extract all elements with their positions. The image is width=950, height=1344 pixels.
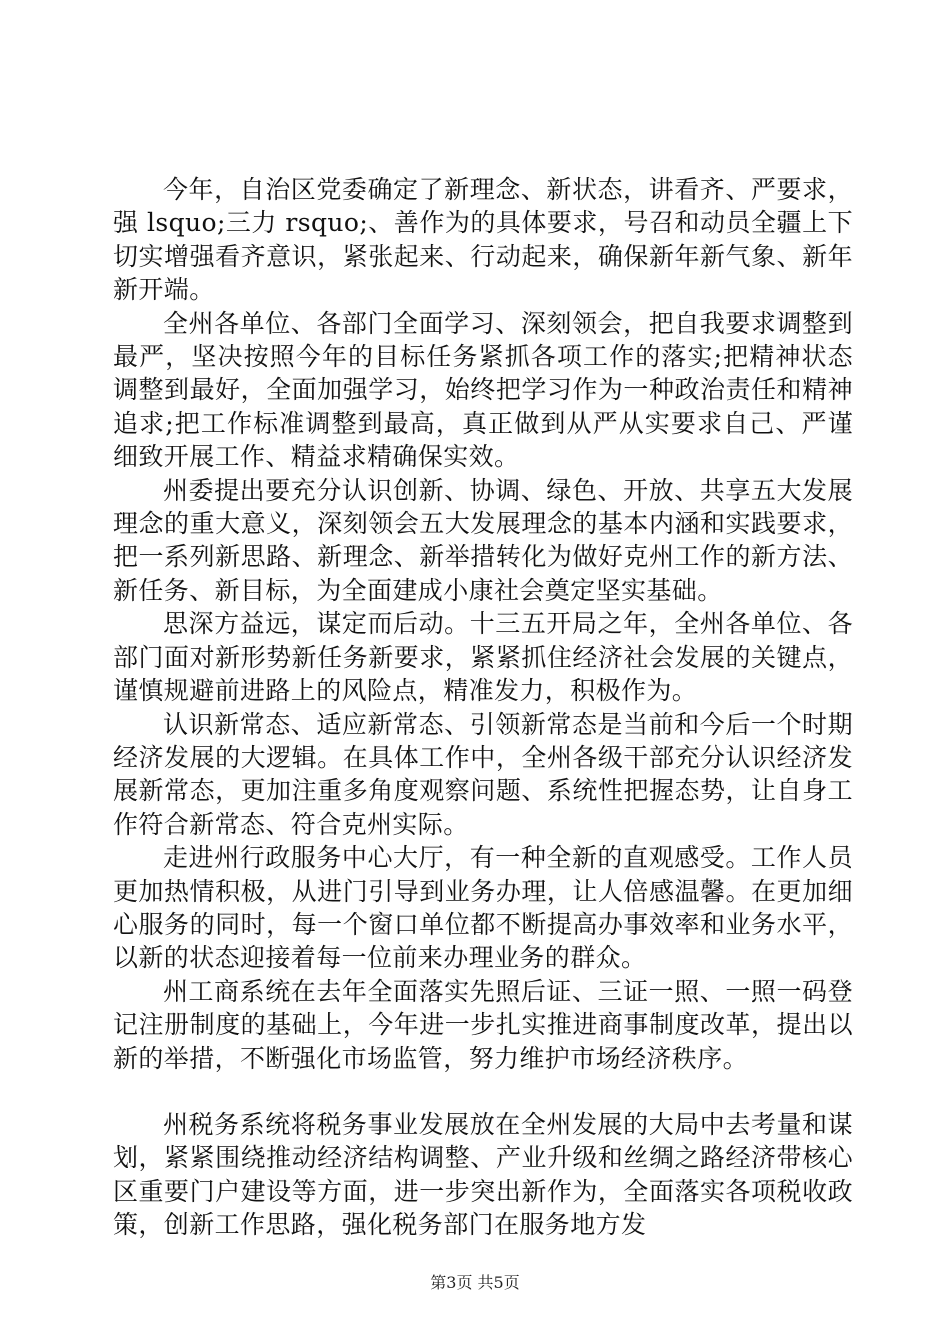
paragraph-2: 全州各单位、各部门全面学习、深刻领会，把自我要求调整到最严，坚决按照今年的目标任务紧抓各项工作的落实;把精神状态调整到最好，全面加强学习，始终把学习作为一种政治责任和精神追求;把工作标准调整到最高，真正做到从严从实要求自己、严谨细致开展工作、精益求精确保实效。 — [113, 308, 853, 472]
paragraph-7: 州工商系统在去年全面落实先照后证、三证一照、一照一码登记注册制度的基础上，今年进一步扎实推进商事制度改革，提出以新的举措，不断强化市场监管，努力维护市场经济秩序。 — [113, 976, 853, 1073]
page-number-indicator: 第3页 共5页 — [430, 1273, 520, 1292]
paragraph-5: 认识新常态、适应新常态、引领新常态是当前和今后一个时期经济发展的大逻辑。在具体工作中，全州各级干部充分认识经济发展新常态，更加注重多角度观察问题、系统性把握态势，让自身工作符合新常态、符合克州实际。 — [113, 709, 853, 839]
page-footer — [0, 1273, 950, 1293]
paragraph-8: 州税务系统将税务事业发展放在全州发展的大局中去考量和谋划，紧紧围绕推动经济结构调整、产业升级和丝绸之路经济带核心区重要门户建设等方面，进一步突出新作为，全面落实各项税收政策，创新工作思路，强化税务部门在服务地方发 — [113, 1109, 853, 1240]
document-body — [113, 173, 853, 1242]
paragraph-6: 走进州行政服务中心大厅，有一种全新的直观感受。工作人员更加热情积极，从进门引导到业务办理，让人倍感温馨。在更加细心服务的同时，每一个窗口单位都不断提高办事效率和业务水平，以新的状态迎接着每一位前来办理业务的群众。 — [113, 843, 853, 973]
paragraph-4: 思深方益远，谋定而后动。十三五开局之年，全州各单位、各部门面对新形势新任务新要求，紧紧抓住经济社会发展的关键点，谨慎规避前进路上的风险点，精准发力，积极作为。 — [113, 609, 853, 706]
paragraph-3: 州委提出要充分认识创新、协调、绿色、开放、共享五大发展理念的重大意义，深刻领会五大发展理念的基本内涵和实践要求，把一系列新思路、新理念、新举措转化为做好克州工作的新方法、新任务、新目标，为全面建成小康社会奠定坚实基础。 — [113, 475, 853, 605]
paragraph-1: 今年，自治区党委确定了新理念、新状态，讲看齐、严要求，强 lsquo;三力 rsquo;、善作为的具体要求，号召和动员全疆上下切实增强看齐意识，紧张起来、行动起来，确保新年新气象、新年新开端。 — [113, 175, 853, 305]
